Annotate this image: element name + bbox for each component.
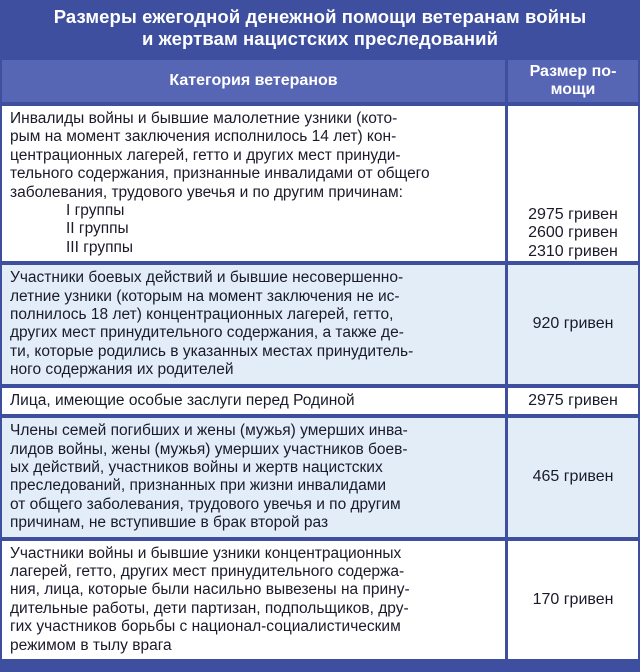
row-text-line: Члены семей погибших и жены (мужья) умерших инва- [10,422,408,440]
amount-group-1: 2975 гривен [528,206,618,224]
disability-group-2: II группы [66,220,129,238]
table-row [2,265,638,383]
row-text-line: других мест принудительного содержания, а также де- [10,324,404,342]
header-amount [508,60,638,102]
table-row [2,541,638,659]
row-text-line: гих участников борьбы с национал-социалистическим [10,618,401,636]
row-text-line: ного содержания их родителей [10,361,234,379]
row-text-line: преследований, признанных при жизни инвалидами [10,477,387,495]
row-text-line: тельного содержания, признанные инвалидами от общего [10,165,430,183]
row-text-line: рым на момент заключения исполнилось 14 лет) кон- [10,128,397,146]
table-header-row [2,60,638,102]
row-description [2,541,508,659]
disability-group-1: I группы [66,202,125,220]
row-description [2,106,508,261]
title-line-1: Размеры ежегодной денежной помощи ветеранам войны [53,6,587,27]
row-text-line: заболевания, трудового увечья и по другим причинам: [10,183,403,201]
row-text-line: Лица, имеющие особые заслуги перед Родиной [10,391,355,409]
row-description [2,388,508,414]
row-text-line: дительные работы, дети партизан, подпольщиков, дру- [10,599,409,617]
row-description [2,265,508,383]
veterans-aid-table [2,56,638,663]
disability-group-3: III группы [66,238,134,256]
title-line-2: и жертвам нацистских преследований [141,28,499,49]
page-title [0,0,640,56]
row-amount: 465 гривен [508,418,638,536]
row-text-line: от общего заболевания, трудового увечья и по другим [10,495,401,513]
row-text-line: Инвалиды войны и бывшие малолетние узники (кото- [10,110,398,127]
row-text-line: ния, лица, которые были насильно вывезены на прину- [10,581,410,599]
row-text-line: режимом в тылу врага [10,636,172,654]
row-text-line: Участники войны и бывшие узники концентрационных [10,544,402,562]
row-text-line: ых действий, участников войны и жертв нацистских [10,458,383,476]
header-amount-line-1: Размер по- [529,63,617,80]
row-text-line: причинам, не вступившие в брак второй раз [10,514,329,532]
table-row [2,388,638,414]
row-amount [508,106,638,261]
table-row [2,106,638,261]
row-description [2,418,508,536]
row-text-line: летние узники (которым на момент заключения не ис- [10,287,400,305]
amount-group-3: 2310 гривен [528,242,618,260]
row-amount: 170 гривен [508,541,638,659]
row-amount: 920 гривен [508,265,638,383]
row-text-line: Участники боевых действий и бывшие несовершенно- [10,269,404,287]
table-row [2,418,638,536]
row-text-line: лагерей, гетто, других мест принудительного содержа- [10,562,405,580]
header-amount-line-2: мощи [550,81,596,98]
header-category: Категория ветеранов [2,60,508,102]
row-text-line: центрационных лагерей, гетто и других мест принуди- [10,146,401,164]
row-text-line: полнилось 18 лет) концентрационных лагерей, гетто, [10,306,394,324]
row-text-line: ти, которые родились в указанных местах принудитель- [10,342,414,360]
row-amount: 2975 гривен [508,388,638,414]
row-text-line: лидов войны, жены (мужья) умерших участников боев- [10,440,408,458]
amount-group-2: 2600 гривен [528,224,618,242]
